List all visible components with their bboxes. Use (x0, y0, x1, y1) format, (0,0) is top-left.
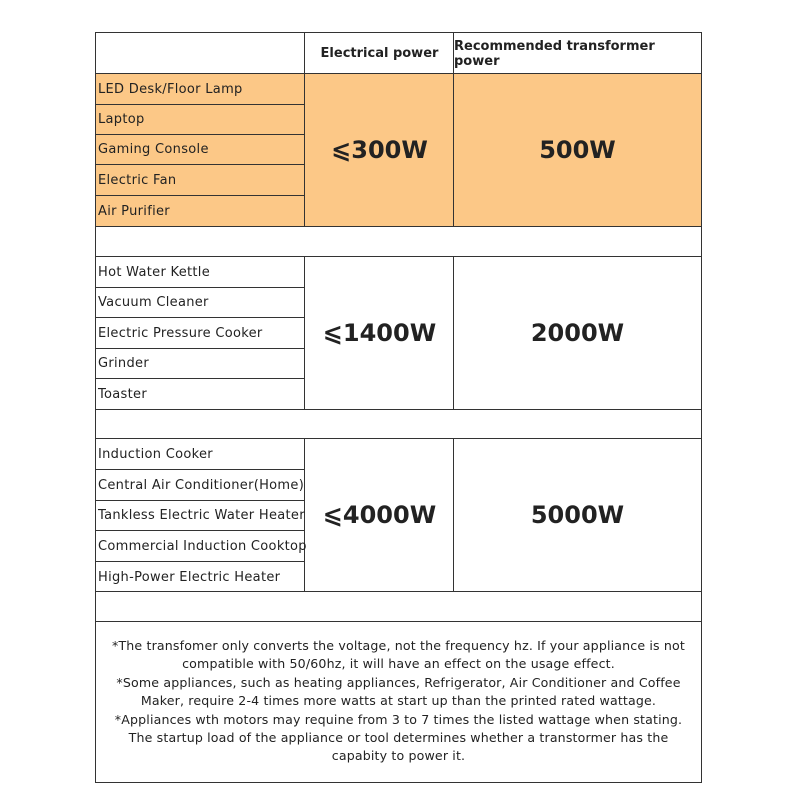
appliance-item: High-Power Electric Heater (98, 569, 281, 585)
group-2-transformer: 2000W (530, 319, 625, 347)
appliance-item: Tankless Electric Water Heater (98, 507, 305, 523)
row-divider (96, 409, 701, 410)
appliance-item: Air Purifier (98, 203, 170, 219)
group-1-transformer: 500W (539, 136, 616, 164)
appliance-item: Laptop (98, 111, 145, 127)
appliance-item: LED Desk/Floor Lamp (98, 81, 243, 97)
group-3-power: ⩽4000W (322, 501, 437, 529)
appliance-item: Electric Fan (98, 172, 177, 188)
appliance-item: Commercial Induction Cooktop (98, 538, 307, 554)
group-2-power: ⩽1400W (322, 319, 437, 347)
note-line: The startup load of the appliance or tool determines whether a transtormer has the (128, 730, 669, 746)
appliance-item: Vacuum Cleaner (98, 294, 209, 310)
appliance-item: Hot Water Kettle (98, 264, 210, 280)
note-line: compatible with 50/60hz, it will have an effect on the usage effect. (182, 656, 615, 672)
notes-section (96, 624, 701, 772)
appliance-item: Central Air Conditioner(Home) (98, 477, 305, 493)
appliance-item: Electric Pressure Cooker (98, 325, 263, 341)
note-line: *Appliances wth motors may requine from 3 to 7 times the listed wattage when stating. (114, 711, 683, 727)
row-divider (96, 621, 701, 622)
note-line: *The transfomer only converts the voltage, not the frequency hz. If your appliance is not (112, 638, 685, 653)
appliance-item: Gaming Console (98, 141, 209, 157)
group-1-power: ⩽300W (331, 136, 428, 164)
note-line: *Some appliances, such as heating appliances, Refrigerator, Air Conditioner and Coffee (116, 674, 681, 690)
group-3-transformer: 5000W (530, 501, 625, 529)
appliance-item: Grinder (98, 355, 149, 371)
header-transformer: Recommended transformer power (454, 38, 655, 69)
appliance-item: Induction Cooker (98, 446, 213, 462)
row-divider (96, 226, 701, 227)
header-power: Electrical power (320, 46, 439, 61)
note-line: Maker, require 2-4 times more watts at start up than the printed rated wattage. (140, 693, 657, 709)
note-line: capabity to power it. (331, 748, 466, 764)
appliance-item: Toaster (98, 386, 147, 402)
